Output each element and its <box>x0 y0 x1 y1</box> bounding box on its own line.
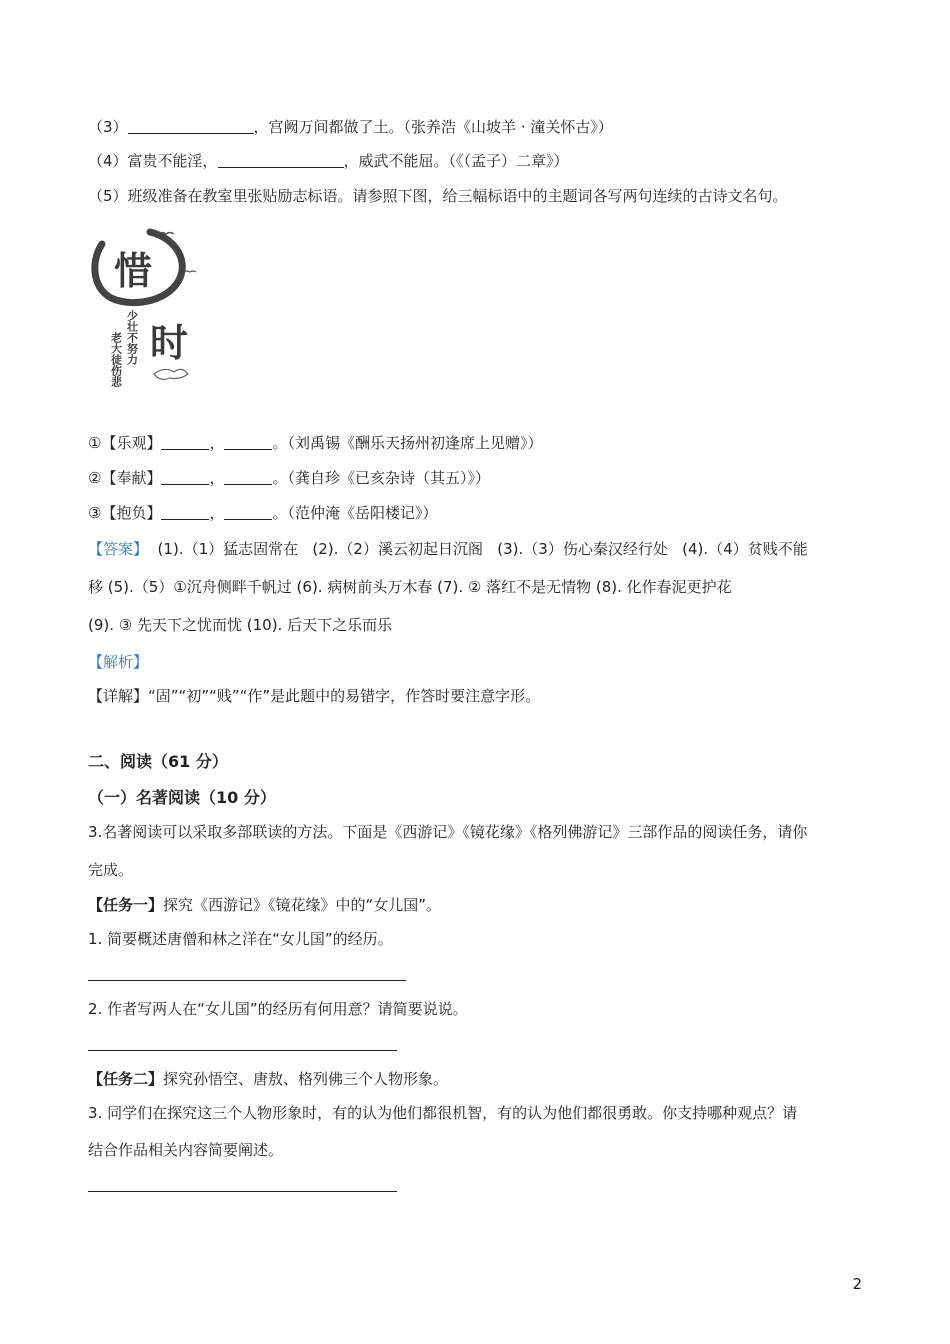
bird-icon <box>184 271 196 272</box>
question-4-text: ，威武不能屈。（《（孟子）二章》） <box>343 152 569 170</box>
task-1-question-2: 2. 作者写两人在“女儿国”的经历有何用意？请简要说说。 <box>88 1000 468 1018</box>
answer-line-task-1-q2[interactable] <box>88 1050 397 1051</box>
answer-line-task-1-q1[interactable] <box>88 980 406 981</box>
task-2-text: 探究孙悟空、唐敖、格列佛三个人物形象。 <box>163 1070 449 1088</box>
answer-blank-slogan-3a[interactable] <box>161 503 209 520</box>
analysis-tag: 【解析】 <box>88 653 149 671</box>
comma: ， <box>209 504 225 522</box>
answer-blank-slogan-3b[interactable] <box>224 503 272 520</box>
slogan-3-label: ③【抱负】 <box>88 504 162 522</box>
answer-blank-slogan-2b[interactable] <box>224 468 272 485</box>
answer-blank-slogan-1a[interactable] <box>161 433 209 450</box>
question-4-line <box>88 151 569 171</box>
answer-blank-3[interactable] <box>128 117 254 134</box>
task-1-line <box>88 895 441 915</box>
task-1-question-1: 1. 简要概述唐僧和林之洋在“女儿国”的经历。 <box>88 930 393 948</box>
slogan-1-label: ①【乐观】 <box>88 434 162 452</box>
answer-line-task-2-q3[interactable] <box>88 1191 397 1192</box>
section-2-heading: 二、阅读（61 分） <box>88 752 228 771</box>
poster-char-1: 惜 <box>114 248 153 293</box>
comma: ， <box>209 434 225 452</box>
slogan-2-line <box>88 468 490 488</box>
analysis-detail: 【详解】“固”“初”“贱”“作”是此题中的易错字，作答时要注意字形。 <box>88 687 541 705</box>
slogan-2-label: ②【奉献】 <box>88 469 162 487</box>
answer-blank-slogan-2a[interactable] <box>161 468 209 485</box>
question-3-text: ，宫阙万间都做了土。（张养浩《山坡羊 · 潼关怀古》） <box>253 118 613 136</box>
answer-blank-4[interactable] <box>218 151 344 168</box>
question-3-intro-line-2: 完成。 <box>88 861 134 879</box>
task-2-tag: 【任务二】 <box>88 1070 164 1088</box>
cloud-icon <box>154 369 188 379</box>
question-3-intro-line-1: 3.名著阅读可以采取多部联读的方法。下面是《西游记》《镜花缘》《格列佛游记》三部作品的阅读任务，请你 <box>88 823 808 841</box>
slogan-3-line <box>88 503 437 523</box>
question-5-text: （5）班级准备在教室里张贴励志标语。请参照下图，给三幅标语中的主题词各写两句连续的古诗文名句。 <box>88 187 788 205</box>
page-number: 2 <box>852 1275 862 1293</box>
task-2-line <box>88 1069 448 1089</box>
answer-line-2: 移 (5).（5）①沉舟侧畔千帆过 (6). 病树前头万木春 (7). ② 落红不是无情物 (8). 化作春泥更护花 <box>88 578 732 596</box>
answer-tag: 【答案】 <box>88 540 149 558</box>
poster-char-2: 时 <box>150 320 189 365</box>
poster-line-1: 少壮不努力 <box>125 310 139 365</box>
slogan-3-source: 。（范仲淹《岳阳楼记》） <box>272 504 438 522</box>
poster-cherish-time-image <box>88 222 208 407</box>
question-4-head: （4）富贵不能淫， <box>88 152 218 170</box>
task-2-question-3-line-2: 结合作品相关内容简要阐述。 <box>88 1141 284 1159</box>
question-3-line <box>88 117 613 137</box>
slogan-2-source: 。（龚自珍《已亥杂诗（其五）》） <box>272 469 490 487</box>
question-3-number: （3） <box>88 118 128 136</box>
answer-line-3: (9). ③ 先天下之忧而忧 (10). 后天下之乐而乐 <box>88 616 393 634</box>
answer-line-1 <box>88 539 808 559</box>
task-2-question-3-line-1: 3. 同学们在探究这三个人物形象时，有的认为他们都很机智，有的认为他们都很勇敢。你支持哪种观点？请 <box>88 1104 798 1122</box>
task-1-text: 探究《西游记》《镜花缘》中的“女儿国”。 <box>163 896 442 914</box>
answer-blank-slogan-1b[interactable] <box>224 433 272 450</box>
task-1-tag: 【任务一】 <box>88 896 164 914</box>
slogan-1-source: 。（刘禹锡《酬乐天扬州初逢席上见赠》） <box>272 434 543 452</box>
section-2-1-heading: （一）名著阅读（10 分） <box>88 788 276 807</box>
comma: ， <box>209 469 225 487</box>
slogan-1-line <box>88 433 542 453</box>
answer-text-1: (1).（1）猛志固常在 (2).（2）溪云初起日沉阁 (3).（3）伤心秦汉经行处 (4).（4）贫贱不能 <box>148 540 808 558</box>
poster-line-2: 老大徒伤悲 <box>109 332 123 387</box>
